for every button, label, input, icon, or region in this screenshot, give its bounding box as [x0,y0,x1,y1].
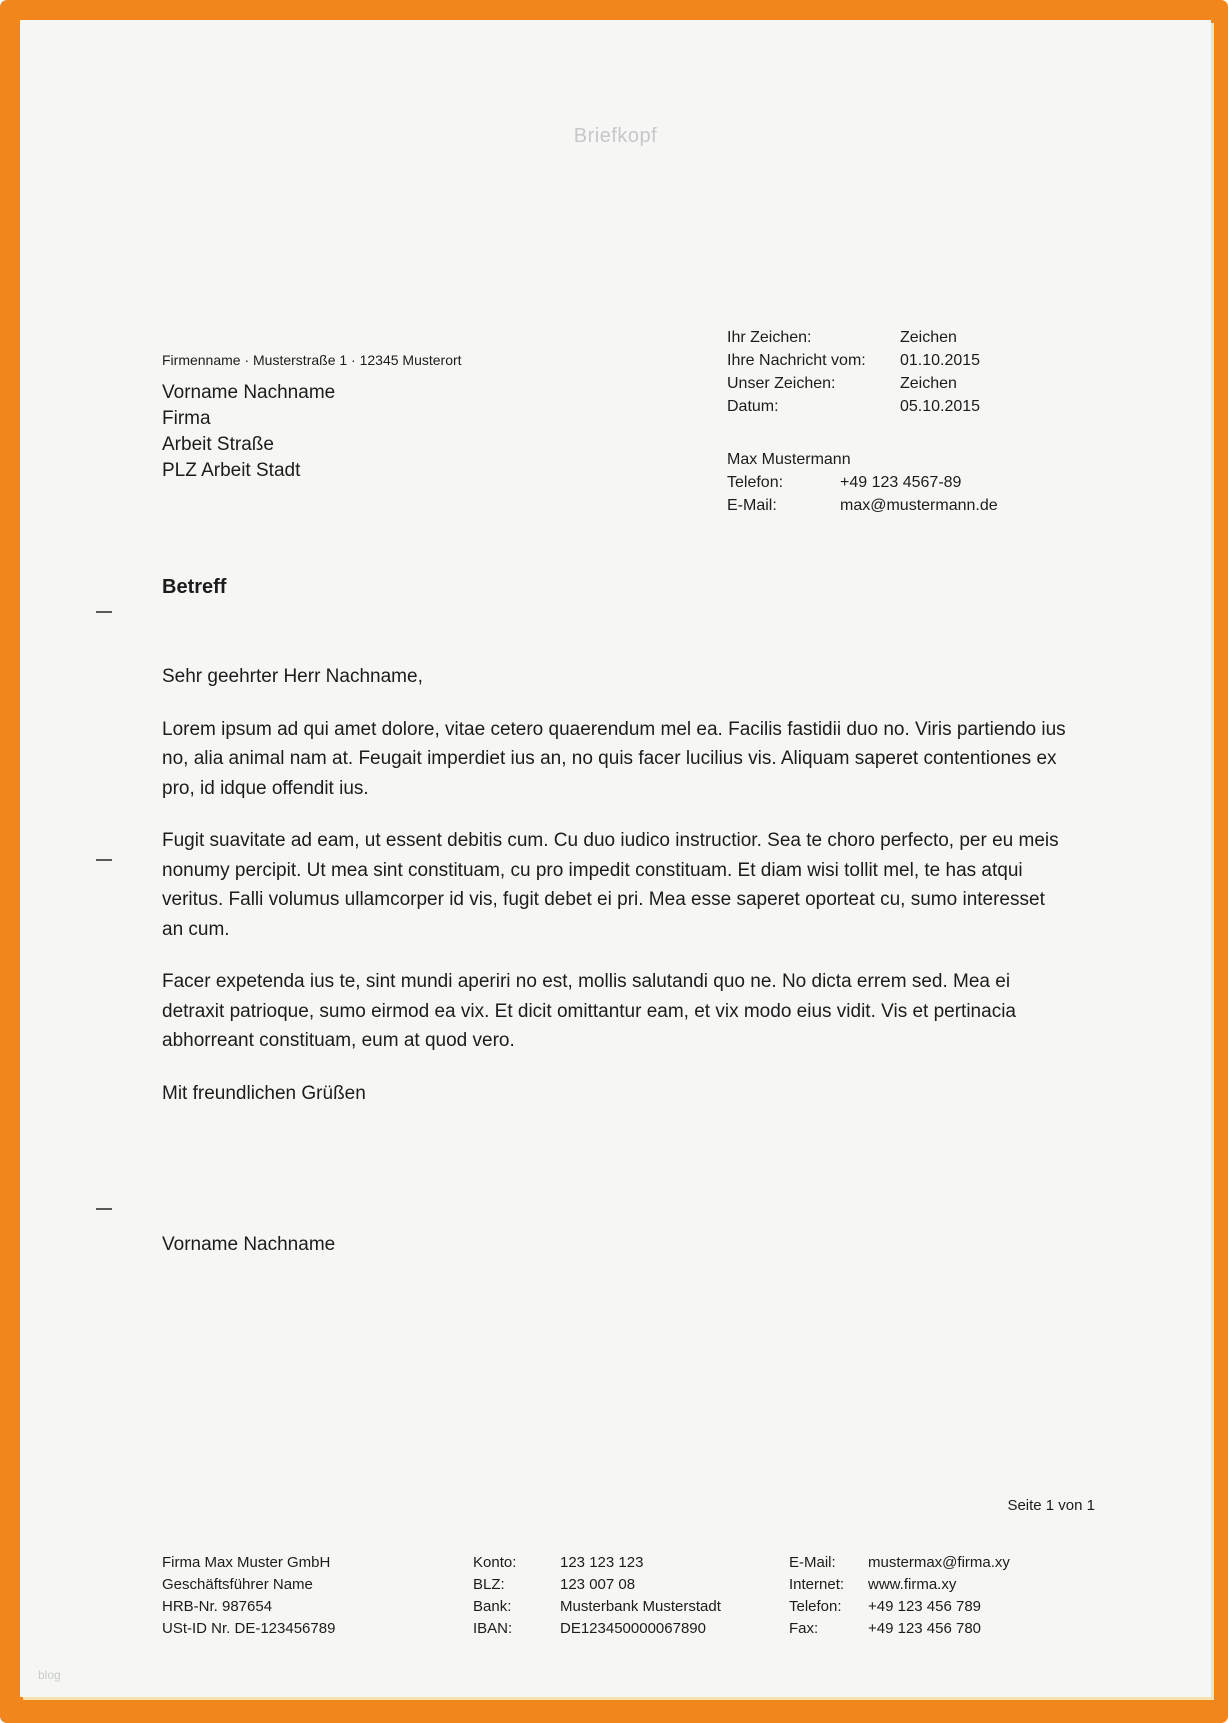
recipient-address-block [162,380,335,484]
ihr-zeichen-label: Ihr Zeichen: [727,329,812,346]
blz-label: BLZ: [473,1576,505,1593]
footer-row-fax [789,1618,1010,1640]
recipient-city: PLZ Arbeit Stadt [162,460,301,481]
body-paragraph: Fugit suavitate ad eam, ut essent debitis cum. Cu duo iudico instructior. Sea te choro perfecto, per eu meis nonumy percipit. Ut mea sint constituam, cu pro impedit constituam. Et diam wisi tollit mel, te has atqui veritus. Falli volumus ullamcorper id vis, fugit debet ei pri. Mea esse saperet oporteat cu, sumo interesset an cum. [162,830,1059,940]
footer-internet-label: Internet: [789,1576,845,1593]
nachricht-vom-value: 01.10.2015 [900,352,981,369]
letter-page [20,20,1211,1697]
recipient-name: Vorname Nachname [162,382,336,403]
datum-label: Datum: [727,398,779,415]
footer-company-name: Firma Max Muster GmbH [162,1554,331,1571]
footer-company-column [162,1552,335,1640]
footer-telefon-value: +49 123 456 789 [868,1598,982,1615]
footer-email-value: mustermax@firma.xy [868,1554,1010,1571]
iban-value: DE123450000067890 [560,1620,706,1637]
footer-fax-value: +49 123 456 780 [868,1620,982,1637]
email-label: E-Mail: [727,497,777,514]
footer-telefon-label: Telefon: [789,1598,842,1615]
bank-value: Musterbank Musterstadt [560,1598,721,1615]
fold-mark [96,1208,112,1210]
telefon-label: Telefon: [727,474,784,491]
footer-row-email [789,1552,1010,1574]
unser-zeichen-value: Zeichen [900,375,957,392]
info-row-unser-zeichen [727,372,980,395]
telefon-value: +49 123 4567-89 [840,474,962,491]
letterhead-watermark: Briefkopf [573,125,658,147]
corner-watermark: blog [38,1668,61,1682]
closing-line: Mit freundlichen Grüßen [162,1082,366,1104]
contact-person-block [727,448,998,517]
sender-return-address: Firmenname · Musterstraße 1 · 12345 Musterort [162,352,462,368]
email-value: max@mustermann.de [840,497,998,514]
footer-row-konto [473,1552,721,1574]
footer-email-label: E-Mail: [789,1554,836,1571]
fold-mark [96,611,112,613]
recipient-company: Firma [162,408,211,429]
datum-value: 05.10.2015 [900,398,981,415]
subject-line: Betreff [162,576,227,598]
reference-info-block [727,326,980,418]
contact-row-telefon [727,471,998,494]
footer-row-blz [473,1574,721,1596]
body-paragraph: Facer expetenda ius te, sint mundi aperiri no est, mollis salutandi quo ne. No dicta errem sed. Mea ei detraxit patrioque, sumo eirmod ea vix. Et dicit omittantur eam, et vix modo eius vidit. Vis et pertinacia abhorreant constituam, eum at quod vero. [162,971,1016,1051]
footer-row-bank [473,1596,721,1618]
footer-row-telefon [789,1596,1010,1618]
body-paragraph: Lorem ipsum ad qui amet dolore, vitae cetero quaerendum mel ea. Facilis fastidii duo no. Viris partiendo ius no, alia animal nam at. Feugait imperdiet ius an, no quis facer lucilius vis. Aliquam saperet contentiones ex pro, id idque offendit ius. [162,718,1066,799]
info-row-nachricht-vom [727,349,980,372]
info-row-datum [727,395,980,418]
bank-label: Bank: [473,1598,512,1615]
ihr-zeichen-value: Zeichen [900,329,957,346]
nachricht-vom-label: Ihre Nachricht vom: [727,352,866,369]
page-number: Seite 1 von 1 [1007,1497,1095,1514]
info-row-ihr-zeichen [727,326,980,349]
footer-row-internet [789,1574,1010,1596]
footer-contact-column [789,1552,1010,1640]
contact-row-email [727,494,998,517]
footer-managing-director: Geschäftsführer Name [162,1576,313,1593]
fold-mark [96,859,112,861]
footer-bank-column [473,1552,721,1640]
salutation: Sehr geehrter Herr Nachname, [162,666,423,687]
signature-name: Vorname Nachname [162,1234,336,1255]
konto-label: Konto: [473,1554,517,1571]
blz-value: 123 007 08 [560,1576,636,1593]
contact-person-name: Max Mustermann [727,451,851,468]
konto-value: 123 123 123 [560,1554,644,1571]
footer-vat-id: USt-ID Nr. DE-123456789 [162,1620,336,1637]
footer-internet-value: www.firma.xy [868,1576,957,1593]
iban-label: IBAN: [473,1620,513,1637]
footer-hrb-number: HRB-Nr. 987654 [162,1598,273,1615]
letter-body [162,662,1068,1131]
recipient-street: Arbeit Straße [162,434,274,455]
unser-zeichen-label: Unser Zeichen: [727,375,836,392]
footer-row-iban [473,1618,721,1640]
footer-fax-label: Fax: [789,1620,819,1637]
